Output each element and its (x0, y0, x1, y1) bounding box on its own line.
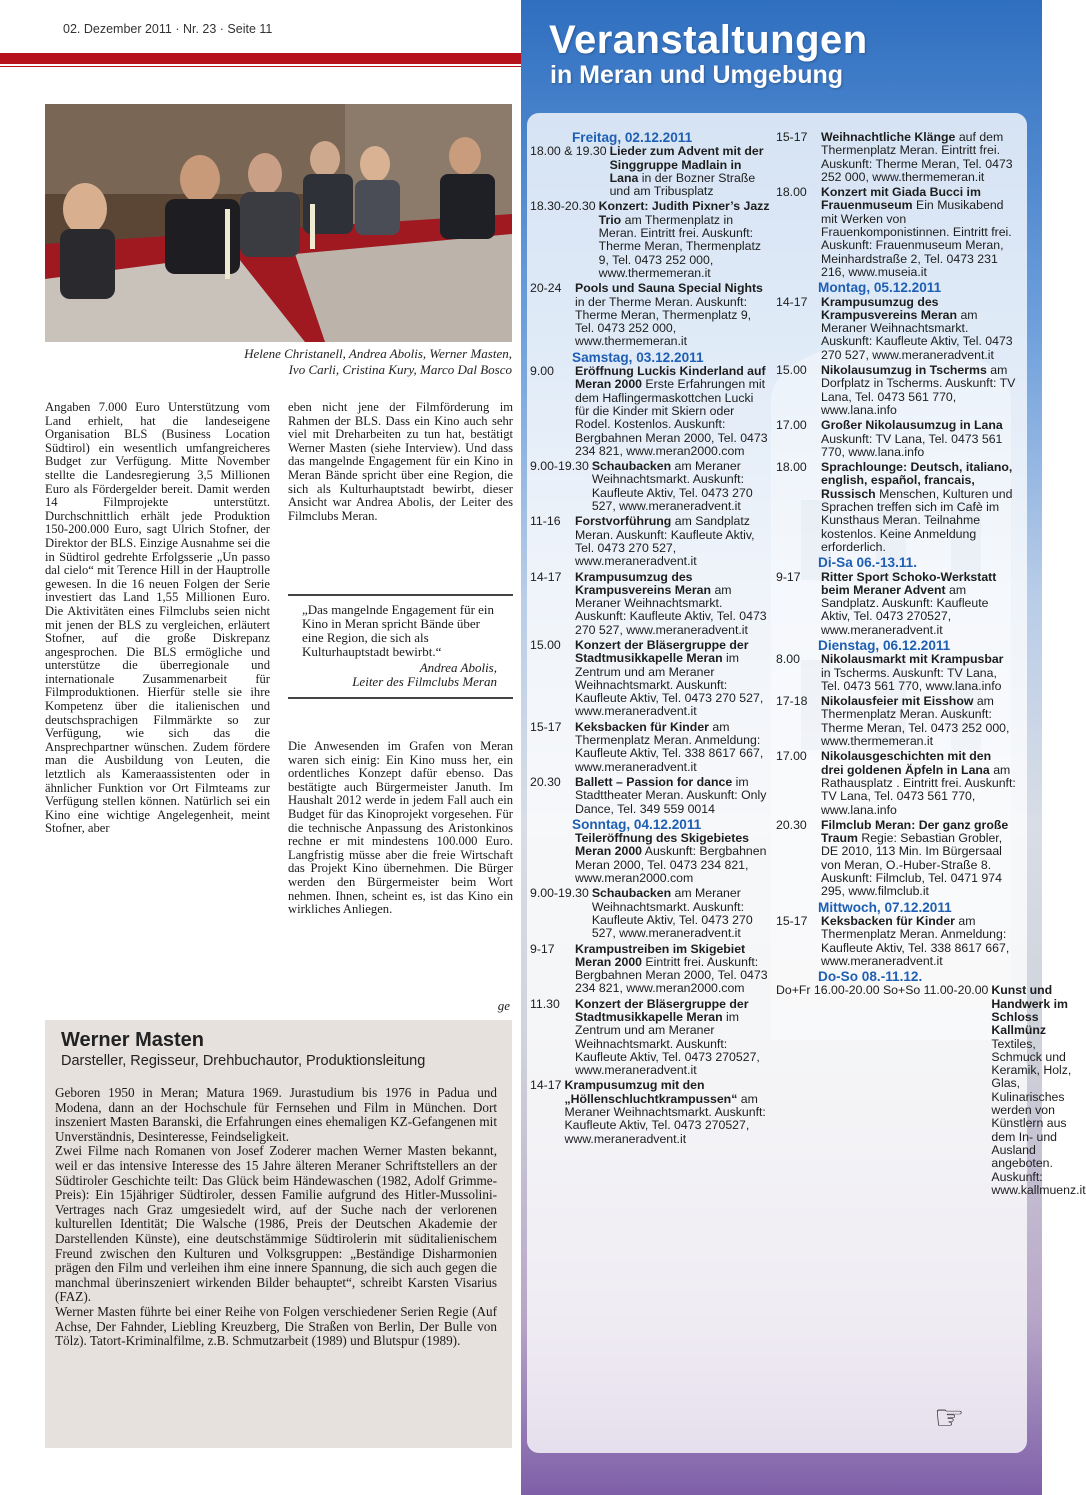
event-time: 17.00 (776, 418, 807, 433)
event-description: am Meraner Weihnachtsmarkt. Auskunft: Kaufleute Aktiv, Tel. 0473 270 527, www.meraneradvent.it (575, 582, 767, 637)
event-title: Eröffnung Luckis Kinderland auf Meran 2000 (575, 364, 766, 392)
quote-author-name: Andrea Abolis, (419, 660, 497, 675)
header-rule (0, 66, 522, 67)
event-details (575, 571, 770, 637)
event-details (991, 984, 1085, 1197)
event-item (776, 983, 1086, 1197)
bio-paragraph: Werner Masten führte bei einer Reihe von Folgen verschiedener Serien Regie (Auf Achse, Der Fahnder, Liebling Kreuzberg, Die Straßen von Berlin, Der Bulle von Tölz). Tatort-Kriminalfilme, z.B. Schmutzarbeit (1989) und Blutspur (1989). (55, 1303, 497, 1349)
photo-caption (45, 346, 512, 378)
event-item (530, 365, 770, 458)
event-details (575, 943, 770, 996)
pointing-hand-icon: ☞ (934, 1400, 965, 1437)
event-item (530, 639, 770, 719)
event-time: 20.30 (776, 817, 807, 832)
event-details (821, 571, 1016, 637)
event-details (575, 515, 770, 568)
event-day-heading: Mittwoch, 07.12.2011 (818, 899, 952, 915)
event-title: Kunst und Handwerk im Schloss Kallmünz (991, 983, 1068, 1038)
event-details (610, 145, 770, 198)
event-day-heading: Montag, 05.12.2011 (818, 280, 942, 296)
event-time: 18.00 (776, 185, 807, 200)
event-time (530, 832, 575, 885)
author-signature: ge (497, 998, 510, 1013)
event-item (776, 915, 1016, 968)
article-column-2: eben nicht jene der Filmförderung im Rahmen der BLS. Dass ein Kino auch sehr viel mit Dreharbeiten zu tun hat, bestätigt Werner Masten (siehe Interview). Und dass das mangelnde Engagement für ein Kino in Meran Bände spricht über eine Region, die sich als Kulturhauptstadt bewirbt, dieser Ansicht war Andrea Abolis, der Leiter des Filmclubs Meran. (288, 400, 513, 523)
event-day-heading: Freitag, 02.12.2011 (572, 130, 693, 145)
event-item (530, 571, 770, 637)
event-description: Regie: Sebastian Grobler, DE 2010, 113 Min. Im Bürgersaal von Meran, O.-Huber-Straße 8. Auskunft: Filmclub, Tel. 0471 974 295, www.filmclub.it (821, 831, 1003, 899)
event-title: Nikolausumzug in Tscherms (821, 363, 987, 378)
event-details (821, 915, 1016, 968)
event-title: Lieder zum Advent mit der Singgruppe Madlain in Lana (609, 144, 764, 185)
event-time: 17-18 (776, 694, 808, 709)
bio-paragraph: Geboren 1950 in Meran; Matura 1969. Jurastudium bis 1976 in Padua und Modena, dann an der Hochschule für Fernsehen und Film in München. Dort inszeniert Masten Baranski, die Erfahrungen eines ehemaligen KZ-Gefangenen mit Unverständnis, Desinteresse, Feindseligkeit. (55, 1085, 497, 1144)
event-description: am Meraner Weihnachtsmarkt. Auskunft: Kaufleute Aktiv, Tel. 0473 270527, www.meraneradvent.it (564, 1091, 766, 1146)
header-bar (0, 53, 522, 64)
event-description: im Stadttheater Meran. Auskunft: Only Dance, Tel. 349 559 0014 (575, 774, 767, 816)
event-details (575, 639, 770, 719)
event-title: Weihnachtliche Klänge (821, 130, 956, 144)
event-details (821, 653, 1016, 693)
event-title: Konzert: Judith Pixner’s Jazz Trio (598, 199, 770, 227)
event-time: 14-17 (776, 294, 808, 309)
event-item (776, 653, 1016, 693)
event-description: am Dorfplatz in Tscherms. Auskunft: TV Lana, Tel. 0473 561 770, www.lana.info (821, 363, 1016, 417)
event-day-heading: Dienstag, 06.12.2011 (818, 637, 951, 653)
event-details (821, 819, 1016, 899)
event-description: Ein Musikabend mit Werken von Frauenkomponistinnen. Eintritt frei. Auskunft: Frauenmuseum Meran, Meinhardstraße 2, Tel. 0473 231 216, www.museia.it (821, 198, 1012, 279)
event-day-heading: Do-So 08.-11.12. (818, 969, 923, 985)
event-description: in der Therme Meran. Auskunft: Therme Meran, Thermenplatz 9, Tel. 0473 252 000, www.thermemeran.it (575, 294, 752, 349)
event-item (776, 695, 1016, 748)
event-time: 15-17 (530, 719, 562, 734)
event-title: Sprachlounge: Deutsch, italiano, english, español, francais, Russisch (821, 460, 1013, 501)
event-time: 20.30 (530, 774, 561, 789)
event-time: 9-17 (530, 941, 555, 956)
caption-line: Ivo Carli, Cristina Kury, Marco Dal Bosco (288, 362, 512, 377)
event-description: Textiles, Schmuck und Keramik, Holz, Glas, Kulinarisches werden von Künstlern aus dem In- und Ausland angeboten. Auskunft: www.kallmuenz.it (991, 1036, 1086, 1197)
event-item (530, 460, 770, 513)
event-title: Konzert mit Giada Bucci im Frauenmuseum (821, 185, 981, 213)
event-item (530, 1079, 770, 1145)
event-item (530, 515, 770, 568)
panel-title: Veranstaltungen (549, 18, 868, 62)
event-item (776, 364, 1016, 417)
event-time: 14-17 (530, 1078, 562, 1093)
event-description: in der Bozner Straße und am Tribusplatz (609, 170, 756, 199)
event-time: 8.00 (776, 652, 800, 667)
bio-text (55, 1086, 497, 1349)
event-description: Menschen, Kulturen und Sprachen treffen sich im Cafè im Kunsthaus Meran. Teilnahme kostenlos. Keine Anmeldung erforderlich. (821, 486, 1013, 554)
event-description: am Meraner Weihnachtsmarkt. Auskunft: Kaufleute Aktiv, Tel. 0473 270 527, www.meraneradvent.it (821, 307, 1013, 362)
event-time: 9-17 (776, 569, 801, 584)
event-time: 9.00-19.30 (530, 886, 589, 901)
event-time: 9.00 (530, 364, 554, 379)
event-item (776, 461, 1016, 554)
event-details (564, 1079, 770, 1145)
event-description: in Tscherms. Auskunft: TV Lana, Tel. 0473 561 770, www.lana.info (821, 665, 1002, 693)
event-details (821, 461, 1016, 554)
article-column-1: Angaben 7.000 Euro Unterstützung vom Land erhielt, hat die landeseigene Organisation BLS (Business Location Südtirol) ein wesentlich umfangreicheres Budget zur Verfügung. Mitte November stellte die Landesregierung 3,5 Millionen Euro als Fördergelder bereit. Damit werden 14 Filmprojekte unterstützt. Durchschnittlich erhält jede Produktion 150-200.000 Euro, sagt Ulrich Stofner, der Direktor der BLS. Einzige Ausnahme sei die in Südtirol gedrehte Erfolgsserie „Un passo dal cielo“ mit Terence Hill in der Hauptrolle gewesen. In die 16 neuen Folgen der Serie investiert das Land 1,55 Millionen Euro. Die Aktivitäten eines Filmclubs seien nicht mit jenen der BLS zu vergleichen, erläutert Stofner, auf die große Diskrepanz angesprochen. Die BLS ermögliche und unterstütze die überregionale und internationale Zusammenarbeit für Filmproduktionen. Hierfür stelle sie ihre Kompetenz über die italienischen und deutschsprachigen Filmmärkte so zur Verfügung, wie sich das die Ansprechpartner wünschen. Zudem fördere man die Ausbildung von Leuten, die letztlich als Kameraassistenten oder in ähnlicher Funktion vor Ort Filmteams zur Verfügung stellen können. Natürlich sei ein Kino eine wichtige Angelegenheit, meint Stofner, aber (45, 400, 270, 836)
event-item (530, 887, 770, 940)
event-item (530, 776, 770, 816)
event-day-heading: Samstag, 03.12.2011 (572, 349, 704, 365)
event-details (821, 750, 1016, 816)
page-header: 02. Dezember 2011 · Nr. 23 · Seite 11 (63, 22, 273, 36)
event-title: Nikolausgeschichten mit den drei goldenen Äpfeln in Lana (821, 749, 992, 777)
bio-name: Werner Masten (61, 1029, 205, 1051)
event-details (821, 131, 1016, 184)
event-title: Konzert der Bläsergruppe der Stadtmusikkapelle Meran (575, 637, 749, 666)
event-item (530, 721, 770, 774)
event-time: 18.00 (776, 460, 807, 475)
event-item (530, 943, 770, 996)
events-column-right (776, 130, 1086, 1199)
event-description: auf dem Thermenplatz Meran. Eintritt frei. Auskunft: Therme Meran, Tel. 0473 252 000, www.thermemeran.it (821, 130, 1013, 184)
event-details (821, 695, 1016, 748)
event-time: 20-24 (530, 281, 562, 296)
event-description: Auskunft: TV Lana, Tel. 0473 561 770, www.lana.info (821, 431, 1003, 459)
event-item (776, 131, 1016, 184)
event-description: Auskunft: Bergbahnen Meran 2000, Tel. 0473 234 821, www.meran2000.com (575, 844, 767, 886)
event-details (575, 832, 770, 885)
event-details (821, 296, 1016, 362)
event-description: am Sandplatz Meran. Auskunft: Kaufleute Aktiv, Tel. 0473 270 527, www.meraneradvent.it (575, 514, 755, 569)
event-details (599, 200, 770, 280)
event-item (776, 750, 1016, 816)
event-title: Nikolausmarkt mit Krampusbar (821, 652, 1004, 667)
event-description: am Thermenplatz Meran. Anmeldung: Kaufleute Aktiv, Tel. 338 8617 667, www.meraneradvent.it (575, 719, 764, 774)
event-title: Ballett – Passion for dance (575, 774, 733, 789)
event-title: Konzert der Bläsergruppe der Stadtmusikkapelle Meran (575, 996, 749, 1024)
event-title: Ritter Sport Schoko-Werkstatt beim Meraner Advent (821, 569, 997, 597)
panel-subtitle: in Meran und Umgebung (550, 61, 844, 89)
quote-author-title: Leiter des Filmclubs Meran (352, 674, 497, 689)
event-details (821, 364, 1016, 417)
event-details (575, 365, 770, 458)
event-time: 15.00 (530, 637, 561, 652)
events-column-left (530, 131, 770, 1148)
event-title: Keksbacken für Kinder (821, 913, 955, 928)
bio-paragraph: Zwei Filme nach Romanen von Josef Zoderer machen Werner Masten bekannt, weil er das intensive Interesse des 15 Jahre älteren Meraner Schriftstellers an der Südtiroler Geschichte teilt: Das Glück beim Händewaschen (1982, Adolf Grimme-Preis): Ein 15jähriger Südtiroler, dessen Familie aufgrund des Hitler-Mussolini-Vertrages nach Graz umgesiedelt wird, auf der Suche nach der verlorenen kulturellen Identität; Die Walsche (1986, Preis der Deutschen Akademie der Darstellenden Künste), eine deutschstämmige Südtirolerin mit süditalienischem Freund zwischen den Kulturen und Volksgruppen: „Beständige Disharmonien prägen den Film und verleihen ihm eine innere Spannung, die sich auch gegen die manchmal überinszeniert wirkenden Bilder behauptet“, schreibt Karsten Visarius (FAZ). (55, 1143, 497, 1305)
event-time: 18.00 & 19.30 (530, 144, 607, 159)
event-title: Schaubacken (591, 886, 672, 901)
event-details (821, 186, 1016, 279)
event-description: Eintritt frei. Auskunft: Bergbahnen Meran 2000, Tel. 0473 234 821, www.meran2000.com (575, 954, 768, 996)
article-column-2-continued: Die Anwesenden im Grafen von Meran waren sich einig: Ein Kino muss her, ein ordentliches Konzept dafür ebenso. Das bestätigte auch Bürgermeister Januth. Im Haushalt 2012 werde in jedem Fall auch ein Budget für das Kinoprojekt vorgesehen. Für die technische Anpassung des Aristonkinos rechne er mit mindestens 100.000 Euro. Langfristig müsse aber die freie Wirtschaft das Projekt Kino übernehmen. Die Bürger werden den Bürgermeister beim Wort nehmen. Ihnen, scheint es, ist das Kino ein wirkliches Anliegen. (288, 739, 513, 917)
event-title: Krampusumzug des Krampusvereins Meran (821, 294, 958, 322)
event-description: am Thermenplatz Meran. Auskunft: Therme Meran, Tel. 0473 252 000, www.thermemeran.it (821, 694, 1010, 749)
event-title: Schaubacken (591, 459, 672, 474)
event-item (776, 819, 1016, 899)
event-time: 9.00-19.30 (530, 459, 589, 474)
event-item (530, 200, 770, 280)
event-time: 15-17 (776, 913, 808, 928)
event-title: Krampusumzug mit den „Höllenschluchtkrampussen“ (564, 1078, 738, 1106)
event-time: 15-17 (776, 130, 808, 144)
event-details (575, 998, 770, 1078)
event-description: im Zentrum und am Meraner Weihnachtsmarkt. Auskunft: Kaufleute Aktiv, Tel. 0473 270527, www.meraneradvent.it (575, 1010, 760, 1078)
article-photo (45, 104, 512, 342)
event-item (776, 571, 1016, 637)
caption-line: Helene Christanell, Andrea Abolis, Werner Masten, (244, 346, 512, 361)
event-time: 11-16 (530, 514, 561, 529)
event-time: 15.00 (776, 363, 807, 378)
event-item (776, 186, 1016, 279)
event-title: Forstvorführung (575, 514, 672, 529)
event-title: Nikolausfeier mit Eisshow (821, 694, 974, 709)
event-title: Großer Nikolausumzug in Lana (821, 418, 1003, 433)
event-description: im Zentrum und am Meraner Weihnachtsmarkt. Auskunft: Kaufleute Aktiv, Tel. 0473 270 527, www.meraneradvent.it (575, 651, 764, 719)
event-item (530, 282, 770, 348)
event-description: Erste Erfahrungen mit dem Haflingermaskottchen Lucki für die Kinder mit Skiern oder Rodel. Kostenlos. Auskunft: Bergbahnen Meran 2000, Tel. 0473 234 821, www.meran2000.com (575, 377, 768, 458)
event-details (592, 887, 770, 940)
event-item (776, 296, 1016, 362)
event-item (530, 832, 770, 885)
event-details (821, 419, 1016, 459)
event-item (530, 145, 770, 198)
event-time: Do+Fr 16.00-20.00 So+So 11.00-20.00 (776, 983, 989, 998)
quote-text: „Das mangelnde Engagement für ein Kino in Meran spricht Bände über eine Region, die sich als Kulturhauptstadt bewirbt.“ (302, 602, 495, 659)
event-description: am Sandplatz. Auskunft: Kaufleute Aktiv, Tel. 0473 270527, www.meraneradvent.it (821, 582, 989, 637)
event-time: 17.00 (776, 749, 807, 764)
event-day-heading: Sonntag, 04.12.2011 (572, 816, 702, 832)
event-title: Filmclub Meran: Der ganz große Traum (821, 817, 1009, 846)
event-time: 18.30-20.30 (530, 199, 596, 214)
event-time: 11.30 (530, 996, 560, 1011)
event-description: am Thermenplatz Meran. Anmeldung: Kaufleute Aktiv, Tel. 338 8617 667, www.meraneradvent.it (821, 913, 1010, 968)
event-description: am Thermenplatz in Meran. Eintritt frei. Auskunft: Therme Meran, Thermenplatz 9, Tel. 0473 252 000, www.thermemeran.it (598, 212, 762, 280)
event-time: 14-17 (530, 569, 562, 584)
event-title: Krampustreiben im Skigebiet Meran 2000 (575, 941, 746, 969)
event-description: am Rathausplatz . Eintritt frei. Auskunft: TV Lana, Tel. 0473 561 770, www.lana.info (821, 762, 1016, 817)
event-description: am Meraner Weihnachtsmarkt. Auskunft: Kaufleute Aktiv, Tel. 0473 270 527, www.meraneradvent.it (591, 459, 753, 514)
event-title: Keksbacken für Kinder (575, 719, 709, 734)
event-details (575, 776, 770, 816)
event-title: Krampusumzug des Krampusvereins Meran (575, 569, 712, 597)
event-day-heading: Di-Sa 06.-13.11. (818, 555, 917, 571)
event-details (575, 721, 770, 774)
event-item (776, 419, 1016, 459)
event-item (530, 998, 770, 1078)
pull-quote (288, 594, 513, 699)
event-details (592, 460, 770, 513)
event-title: Teileröffnung des Skigebietes Meran 2000 (575, 831, 750, 859)
event-description: am Meraner Weihnachtsmarkt. Auskunft: Kaufleute Aktiv, Tel. 0473 270 527, www.meraneradvent.it (591, 886, 753, 941)
event-details (575, 282, 770, 348)
bio-role: Darsteller, Regisseur, Drehbuchautor, Produktionsleitung (61, 1053, 426, 1069)
quote-author (302, 661, 497, 689)
event-title: Pools und Sauna Special Nights (575, 281, 763, 296)
